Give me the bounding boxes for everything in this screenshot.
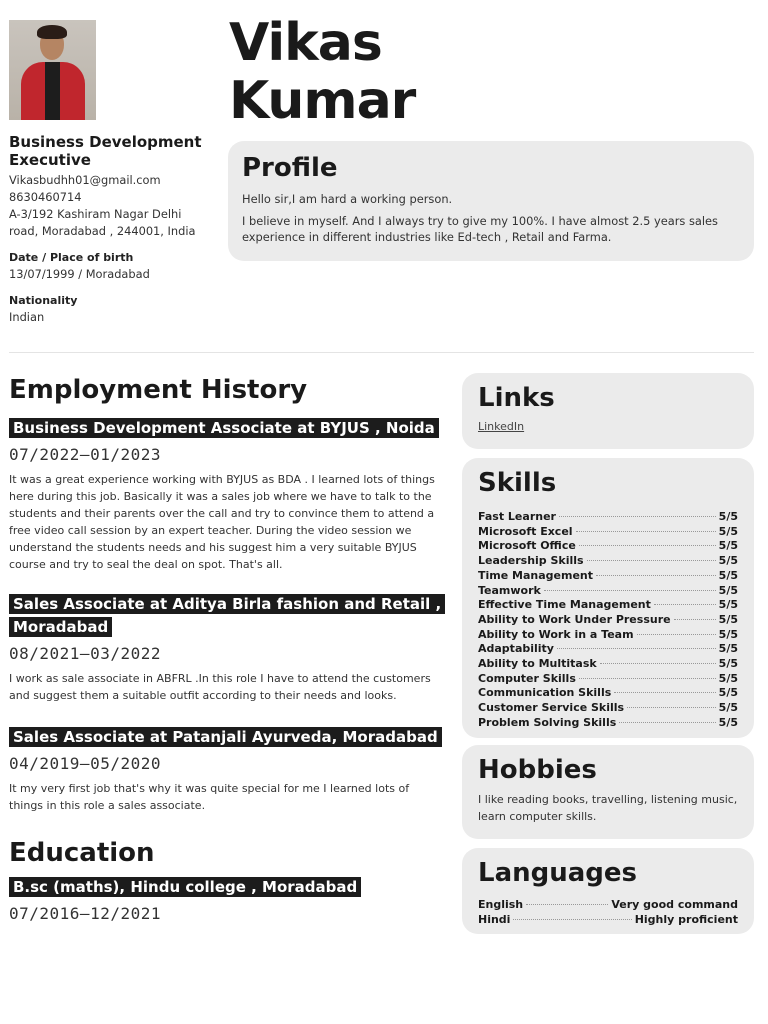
- language-row-level: Very good command: [611, 898, 738, 911]
- dotted-leader: [674, 619, 716, 620]
- skill-row-name: Communication Skills: [478, 686, 612, 700]
- language-row-level: Highly proficient: [634, 912, 738, 926]
- dob-value: 13/07/1999 / Moradabad: [9, 267, 150, 281]
- skill-row-name: Ability to Multitask: [478, 657, 597, 671]
- skill-row: [478, 613, 738, 628]
- job-title-bar: Sales Associate at Aditya Birla fashion and Retail , Moradabad: [9, 594, 445, 637]
- skill-row-name: Microsoft Excel: [478, 524, 573, 538]
- candidate-name: [229, 14, 415, 130]
- job-dates: 08/2021—03/2022: [9, 644, 161, 663]
- skill-row: [478, 642, 738, 657]
- job-dates: 04/2019—05/2020: [9, 754, 161, 773]
- education-entry: [9, 876, 444, 899]
- main-column: [9, 373, 444, 925]
- links-title: Links: [478, 383, 555, 413]
- job-title-bar: Sales Associate at Patanjali Ayurveda, Moradabad: [9, 727, 442, 747]
- dotted-leader: [654, 604, 716, 605]
- job-entry: [9, 593, 444, 639]
- skills-list: [478, 510, 738, 731]
- dotted-leader: [587, 560, 716, 561]
- dotted-leader: [576, 531, 716, 532]
- nationality-label: Nationality: [9, 294, 78, 307]
- dotted-leader: [526, 904, 608, 905]
- skill-row: [478, 525, 738, 540]
- job-description: I work as sale associate in ABFRL .In this role I have to attend the customers and suggest them a suitable outfit according to their needs and looks.: [9, 672, 431, 702]
- skill-row-name: Problem Solving Skills: [478, 715, 617, 729]
- skill-row: [478, 628, 738, 643]
- skill-row: [478, 569, 738, 584]
- dotted-leader: [614, 692, 715, 693]
- skill-row-name: Time Management: [478, 568, 593, 582]
- skill-row: [478, 554, 738, 569]
- skill-row-level: 5/5: [718, 568, 738, 582]
- job-dates: 07/2022—01/2023: [9, 445, 161, 464]
- skill-row-level: 5/5: [718, 642, 738, 656]
- languages-title: Languages: [478, 858, 638, 888]
- skill-row: [478, 701, 738, 716]
- skill-row: [478, 584, 738, 599]
- links-section: [462, 373, 754, 449]
- profile-line-1: Hello sir,I am hard a working person.: [242, 192, 453, 206]
- skill-row-name: Effective Time Management: [478, 598, 651, 612]
- address: A-3/192 Kashiram Nagar Delhi road, Moradabad , 244001, India: [9, 207, 196, 238]
- dob-label: Date / Place of birth: [9, 251, 134, 264]
- skill-row-level: 5/5: [718, 524, 738, 538]
- job-entry: [9, 726, 444, 749]
- linkedin-link[interactable]: LinkedIn: [478, 420, 525, 433]
- dotted-leader: [579, 678, 716, 679]
- hobbies-text: I like reading books, travelling, listening music, learn computer skills.: [478, 793, 738, 823]
- photo-hair: [37, 25, 67, 39]
- skill-row-name: Customer Service Skills: [478, 701, 625, 715]
- skill-row-level: 5/5: [718, 671, 738, 685]
- skill-row-level: 5/5: [718, 539, 738, 553]
- dotted-leader: [596, 575, 716, 576]
- skill-row: [478, 539, 738, 554]
- education-title: Education: [9, 838, 155, 868]
- language-row: [478, 898, 738, 913]
- education-dates: 07/2016—12/2021: [9, 904, 161, 923]
- contact-info: [9, 133, 214, 326]
- skill-row-name: Teamwork: [478, 583, 541, 597]
- skill-row: [478, 510, 738, 525]
- skill-row-level: 5/5: [718, 612, 738, 626]
- languages-list: [478, 898, 738, 927]
- dotted-leader: [559, 516, 716, 517]
- language-row-name: English: [478, 898, 524, 911]
- hobbies-section: [462, 745, 754, 839]
- nationality-value: Indian: [9, 310, 45, 324]
- skill-row-level: 5/5: [718, 510, 738, 523]
- skills-title: Skills: [478, 468, 557, 498]
- skill-row-level: 5/5: [718, 554, 738, 568]
- job-title: Business Development Executive: [9, 133, 202, 169]
- language-row-name: Hindi: [478, 912, 511, 926]
- divider: [9, 352, 754, 353]
- profile-section: [228, 141, 754, 261]
- skill-row-level: 5/5: [718, 627, 738, 641]
- skill-row-name: Computer Skills: [478, 671, 576, 685]
- profile-line-2: I believe in myself. And I always try to give my 100%. I have almost 2.5 years sales experience in different industries like Ed-tech , Retail and Farma.: [242, 214, 718, 244]
- skill-row-name: Fast Learner: [478, 510, 556, 523]
- email: Vikasbudhh01@gmail.com: [9, 173, 161, 187]
- profile-photo: [9, 20, 96, 120]
- skill-row-name: Leadership Skills: [478, 554, 584, 568]
- skill-row-name: Ability to Work in a Team: [478, 627, 634, 641]
- dotted-leader: [544, 590, 716, 591]
- job-description: It my very first job that's why it was quite special for me I learned lots of things in this role a sales associate.: [9, 782, 410, 812]
- job-title-bar: Business Development Associate at BYJUS , Noida: [9, 418, 439, 438]
- languages-section: [462, 848, 754, 934]
- photo-shirt: [45, 62, 60, 120]
- last-name: Kumar: [229, 71, 416, 131]
- skill-row-name: Adaptability: [478, 642, 554, 656]
- dotted-leader: [513, 919, 631, 920]
- dotted-leader: [600, 663, 716, 664]
- dotted-leader: [627, 707, 716, 708]
- skill-row: [478, 598, 738, 613]
- job-description: It was a great experience working with BYJUS as BDA . I learned lots of things here during this job. Basically it was a sales job where we have to talk to the students and their parents over the call and try to convince them to attend a free video call session by an expert teacher. During the video session we understand the students needs and his suggest him a very suitable BYJUS course and try to seal the deal on spot. That's all.: [9, 473, 435, 571]
- phone: 8630460714: [9, 190, 82, 204]
- skill-row-name: Microsoft Office: [478, 539, 576, 553]
- skill-row-level: 5/5: [718, 598, 738, 612]
- skills-section: [462, 458, 754, 738]
- dotted-leader: [557, 648, 716, 649]
- dotted-leader: [579, 545, 716, 546]
- skill-row-name: Ability to Work Under Pressure: [478, 612, 671, 626]
- skill-row: [478, 716, 738, 731]
- skill-row-level: 5/5: [718, 686, 738, 700]
- employment-title: Employment History: [9, 375, 308, 405]
- skill-row-level: 5/5: [718, 657, 738, 671]
- skill-row-level: 5/5: [718, 701, 738, 715]
- profile-title: Profile: [242, 153, 338, 183]
- dotted-leader: [637, 634, 716, 635]
- skill-row-level: 5/5: [718, 715, 738, 729]
- dotted-leader: [619, 722, 715, 723]
- language-row: [478, 913, 738, 928]
- education-degree-bar: B.sc (maths), Hindu college , Moradabad: [9, 877, 361, 897]
- skill-row: [478, 657, 738, 672]
- first-name: Vikas: [229, 13, 382, 73]
- skill-row: [478, 686, 738, 701]
- skill-row-level: 5/5: [718, 583, 738, 597]
- skill-row: [478, 672, 738, 687]
- job-entry: [9, 417, 444, 440]
- hobbies-title: Hobbies: [478, 755, 597, 785]
